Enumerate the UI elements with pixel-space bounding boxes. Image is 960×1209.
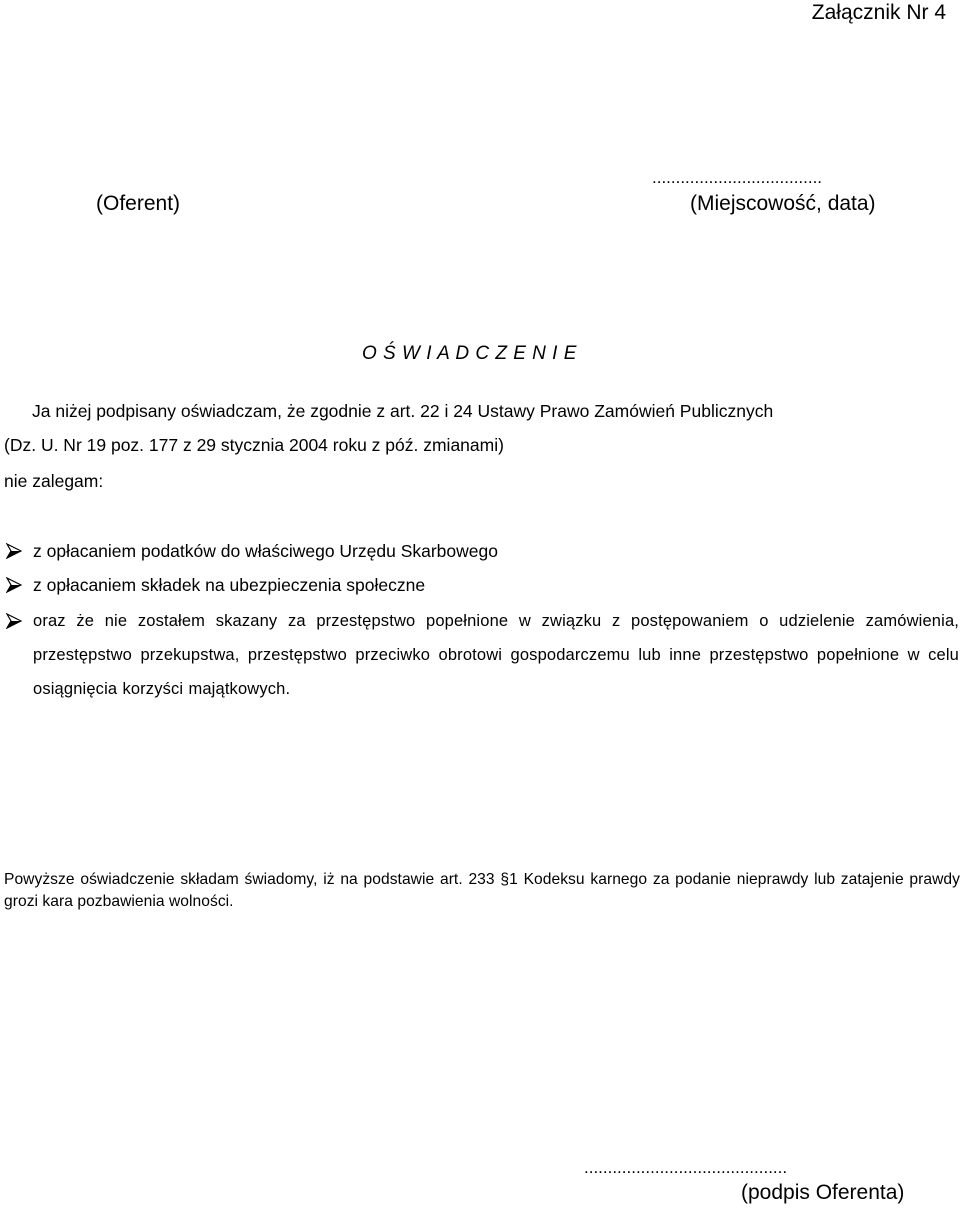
- arrowhead-bullet-icon: [6, 577, 22, 593]
- intro-line-2: (Dz. U. Nr 19 poz. 177 z 29 stycznia 2004 roku z póź. zmianami): [4, 435, 504, 455]
- arrowhead-bullet-icon: [6, 543, 22, 559]
- document-title: O Ś W I A D C Z E N I E: [362, 343, 577, 364]
- intro-line-3: nie zalegam:: [4, 471, 104, 491]
- legal-statement: Powyższe oświadczenie składam świadomy, iż na podstawie art. 233 §1 Kodeksu karnego za podanie nieprawdy lub zatajenie prawdy grozi kara pozbawienia wolności.: [4, 871, 960, 910]
- annex-number: Załącznik Nr 4: [811, 1, 946, 24]
- oferent-label: (Oferent): [96, 192, 181, 215]
- arrowhead-bullet-icon: [6, 613, 22, 629]
- signature-label: (podpis Oferenta): [741, 1181, 905, 1204]
- place-date-dotted-line: ....................................: [652, 168, 823, 187]
- signature-dotted-line: ...........................................: [584, 1158, 788, 1177]
- list-item-text: oraz że nie zostałem skazany za przestępstwo popełnione w związku z postępowaniem o udzielenie zamówienia, przestępstwo przekupstwa, przestępstwo przeciwko obrotowi gospodarczemu lub inne przestępstwo popełnione w celu osiągnięcia korzyści majątkowych.: [33, 612, 959, 698]
- list-item-text: z opłacaniem składek na ubezpieczenia społeczne: [33, 575, 426, 595]
- intro-line-1: Ja niżej podpisany oświadczam, że zgodnie z art. 22 i 24 Ustawy Prawo Zamówień Publicznych: [32, 401, 774, 421]
- list-item-text: z opłacaniem podatków do właściwego Urzędu Skarbowego: [33, 541, 498, 561]
- place-date-label: (Miejscowość, data): [690, 192, 876, 215]
